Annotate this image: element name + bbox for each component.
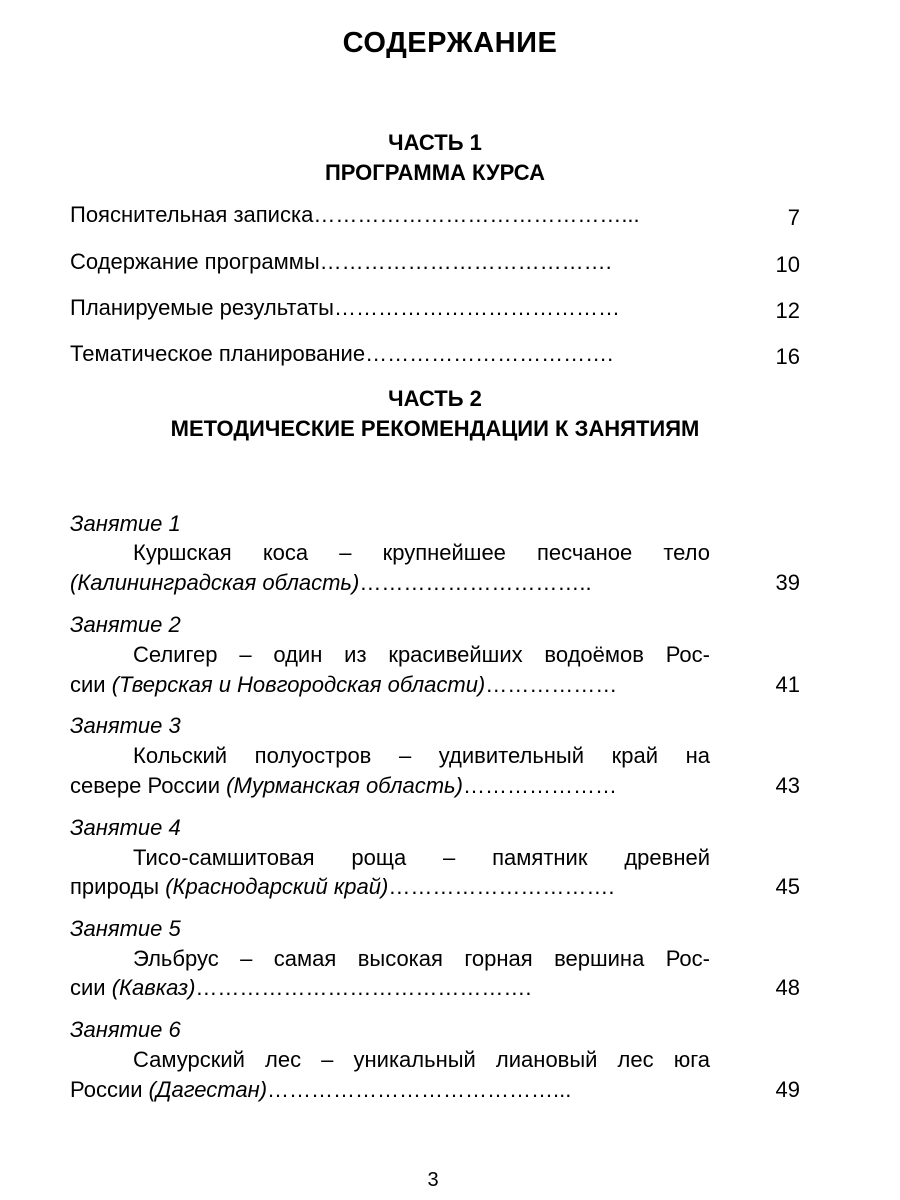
toc-page-number: 43 xyxy=(775,773,800,798)
toc-entry-label: Тематическое планирование xyxy=(70,341,366,366)
lesson-label: Занятие 1 xyxy=(70,511,181,536)
lesson-title-line[interactable]: Кольский полуостров – удивительный край на xyxy=(133,743,710,768)
part2-heading-title: МЕТОДИЧЕСКИЕ РЕКОМЕНДАЦИИ К ЗАНЯТИЯМ xyxy=(170,416,700,441)
lesson-label: Занятие 2 xyxy=(70,612,181,637)
toc-leader: …………………………………... xyxy=(267,1077,572,1102)
lesson-title-text: сии xyxy=(70,672,112,697)
part2-heading xyxy=(0,384,870,444)
lesson-label: Занятие 5 xyxy=(70,916,181,941)
toc-entry-explanatory-note[interactable] xyxy=(70,200,710,230)
toc-page-number: 39 xyxy=(775,570,800,595)
part1-heading-title: ПРОГРАММА КУРСА xyxy=(324,160,546,185)
toc-leader: ……………… xyxy=(485,672,618,697)
lesson-title-continuation[interactable] xyxy=(70,1075,710,1105)
toc-page-number: 45 xyxy=(775,874,800,899)
toc-leader: ………………………….. xyxy=(359,570,592,595)
lesson-title-text: сии xyxy=(70,975,112,1000)
lesson-title-text: природы xyxy=(70,874,166,899)
toc-entry-planned-results[interactable] xyxy=(70,293,710,323)
toc-leader: ………………… xyxy=(462,773,617,798)
toc-page-number: 49 xyxy=(775,1077,800,1102)
toc-entry-program-content[interactable] xyxy=(70,247,710,277)
toc-leader: …………………………………. xyxy=(319,249,612,274)
lesson-region: (Калининградская область) xyxy=(70,570,360,595)
lesson-title-line[interactable]: Куршская коса – крупнейшее песчаное тело xyxy=(133,540,710,565)
toc-leader: ……………………………………... xyxy=(313,202,640,227)
part2-heading-number: ЧАСТЬ 2 xyxy=(388,386,482,411)
toc-leader: ………………………………………. xyxy=(195,975,532,1000)
toc-leader: ………………………………… xyxy=(333,295,620,320)
lesson-title-text: России xyxy=(70,1077,149,1102)
toc-page-number: 12 xyxy=(775,298,800,323)
lesson-title-line[interactable]: Селигер – один из красивейших водоёмов Рос- xyxy=(133,642,710,667)
toc-page-number: 10 xyxy=(775,252,800,277)
part1-heading xyxy=(0,128,870,188)
toc-page-number: 48 xyxy=(775,975,800,1000)
toc-entry-label: Пояснительная записка xyxy=(70,202,314,227)
lesson-title-continuation[interactable] xyxy=(70,771,710,801)
lesson-title-text: севере России xyxy=(70,773,227,798)
lesson-region: (Дагестан) xyxy=(148,1077,268,1102)
toc-page-number: 7 xyxy=(787,205,800,230)
lesson-region: (Мурманская область) xyxy=(226,773,463,798)
toc-entry-thematic-planning[interactable] xyxy=(70,339,710,369)
lesson-region: (Тверская и Новгородская области) xyxy=(111,672,486,697)
lesson-label: Занятие 4 xyxy=(70,815,181,840)
toc-entry-label: Планируемые результаты xyxy=(70,295,334,320)
toc-leader: ……………………………. xyxy=(365,341,614,366)
lesson-label: Занятие 6 xyxy=(70,1017,181,1042)
lesson-title-continuation[interactable] xyxy=(70,670,710,700)
toc-entry-label: Содержание программы xyxy=(70,249,320,274)
footer-page-number: 3 xyxy=(427,1169,439,1191)
toc-page-number: 16 xyxy=(775,344,800,369)
lesson-title-line[interactable]: Тисо-самшитовая роща – памятник древней xyxy=(133,845,710,870)
lesson-title-continuation[interactable] xyxy=(70,973,710,1003)
lesson-label: Занятие 3 xyxy=(70,713,181,738)
lesson-region: (Кавказ) xyxy=(111,975,196,1000)
lesson-title-continuation[interactable] xyxy=(70,872,710,902)
toc-page-number: 41 xyxy=(775,672,800,697)
part1-heading-number: ЧАСТЬ 1 xyxy=(388,130,482,155)
lesson-region: (Краснодарский край) xyxy=(165,874,389,899)
page-title: СОДЕРЖАНИЕ xyxy=(342,27,558,59)
toc-leader: …………………………. xyxy=(388,874,615,899)
lesson-title-continuation[interactable] xyxy=(70,568,710,598)
lesson-title-line[interactable]: Эльбрус – самая высокая горная вершина Рос- xyxy=(133,946,710,971)
lesson-title-line[interactable]: Самурский лес – уникальный лиановый лес юга xyxy=(133,1047,710,1072)
